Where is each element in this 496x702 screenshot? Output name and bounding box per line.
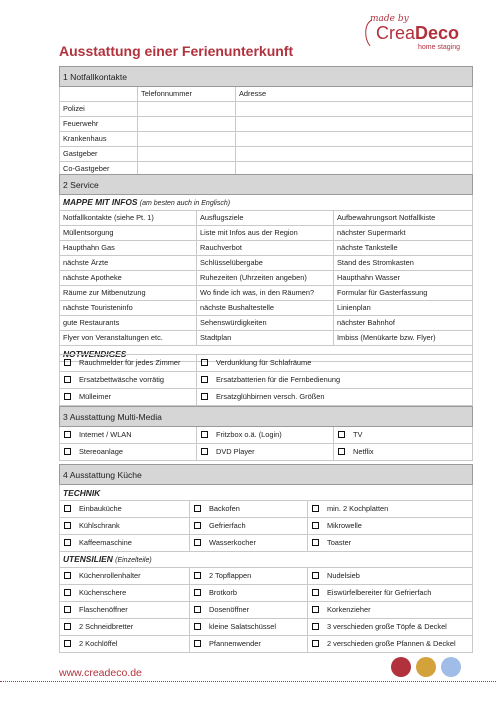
table-row: Küchenschere Brotkorb Eiswürfelbereiter für Gefrierfach — [60, 585, 473, 602]
decor-circle-red — [391, 657, 411, 677]
table-row: Haupthahn Gas Rauchverbot nächste Tankstelle — [60, 241, 473, 256]
checkbox[interactable] — [312, 589, 319, 596]
checkbox[interactable] — [312, 505, 319, 512]
table-row: Einbauküche Backofen min. 2 Kochplatten — [60, 501, 473, 518]
section-multimedia — [59, 406, 473, 461]
footer-url[interactable]: www.creadeco.de — [59, 667, 142, 679]
subsection-notwendiges: NOTWENDIGES — [60, 346, 473, 362]
subsection-mappe: MAPPE MIT INFOS (am besten auch in Englisch) — [60, 195, 473, 211]
checkbox[interactable] — [201, 431, 208, 438]
table-cell — [60, 87, 138, 102]
table-row: nächste Apotheke Ruhezeiten (Uhrzeiten angeben) Haupthahn Wasser — [60, 271, 473, 286]
checkbox[interactable] — [201, 359, 208, 366]
table-row: Ersatzbettwäsche vorrätig Ersatzbatterien für die Fernbedienung — [60, 372, 473, 389]
address-field[interactable] — [236, 117, 473, 132]
checkbox[interactable] — [64, 431, 71, 438]
table-row: Kaffeemaschine Wasserkocher Toaster — [60, 535, 473, 552]
table-row: Gastgeber — [60, 147, 473, 162]
checkbox[interactable] — [64, 448, 71, 455]
checkbox[interactable] — [64, 589, 71, 596]
checkbox[interactable] — [64, 623, 71, 630]
section-notwendiges-checklist — [59, 354, 473, 406]
checkbox[interactable] — [194, 539, 201, 546]
table-row: 2 Kochlöffel Pfannenwender 2 verschieden große Pfannen & Deckel — [60, 636, 473, 653]
creadeco-logo — [362, 14, 474, 58]
subsection-utensilien: UTENSILIEN (Einzelteile) — [60, 552, 473, 568]
checkbox[interactable] — [201, 376, 208, 383]
address-field[interactable] — [236, 102, 473, 117]
decor-circle-blue — [441, 657, 461, 677]
table-row: Flaschenöffner Dosenöffner Korkenzieher — [60, 602, 473, 619]
checkbox[interactable] — [64, 393, 71, 400]
checkbox[interactable] — [312, 572, 319, 579]
decor-circle-gold — [416, 657, 436, 677]
table-row: Polizei — [60, 102, 473, 117]
checkbox[interactable] — [194, 623, 201, 630]
phone-field[interactable] — [138, 102, 236, 117]
section-header: 4 Ausstattung Küche — [60, 465, 473, 485]
table-row: Feuerwehr — [60, 117, 473, 132]
phone-field[interactable] — [138, 147, 236, 162]
checkbox[interactable] — [64, 606, 71, 613]
checkbox[interactable] — [312, 623, 319, 630]
checkbox[interactable] — [201, 393, 208, 400]
subsection-technik: TECHNIK — [60, 485, 473, 501]
table-row: Müllentsorgung Liste mit Infos aus der Region nächster Supermarkt — [60, 226, 473, 241]
column-header-phone: Telefonnummer — [138, 87, 236, 102]
table-row: Stereoanlage DVD Player Netflix — [60, 444, 473, 461]
table-row: Krankenhaus — [60, 132, 473, 147]
checkbox[interactable] — [64, 539, 71, 546]
table-row: Küchenrollenhalter 2 Topflappen Nudelsieb — [60, 568, 473, 585]
table-row: gute Restaurants Sehenswürdigkeiten nächster Bahnhof — [60, 316, 473, 331]
section-header: 2 Service — [60, 175, 473, 195]
checkbox[interactable] — [64, 572, 71, 579]
phone-field[interactable] — [138, 117, 236, 132]
address-field[interactable] — [236, 147, 473, 162]
section-notfallkontakte — [59, 66, 473, 177]
address-field[interactable] — [236, 132, 473, 147]
table-row: 2 Schneidbretter kleine Salatschüssel 3 verschieden große Töpfe & Deckel — [60, 619, 473, 636]
checkbox[interactable] — [312, 539, 319, 546]
table-row: Räume zur Mitbenutzung Wo finde ich was, in den Räumen? Formular für Gasterfassung — [60, 286, 473, 301]
table-row: Kühlschrank Gefrierfach Mikrowelle — [60, 518, 473, 535]
table-row: nächste Touristeninfo nächste Bushaltestelle Linienplan — [60, 301, 473, 316]
phone-field[interactable] — [138, 132, 236, 147]
checkbox[interactable] — [194, 640, 201, 647]
section-header: 1 Notfallkontakte — [60, 67, 473, 87]
table-row: Co-Gastgeber — [60, 162, 473, 177]
checkbox[interactable] — [64, 359, 71, 366]
logo-made-by: made by — [370, 14, 409, 24]
table-row: Notfallkontakte (siehe Pt. 1) Ausflugsziele Aufbewahrungsort Notfallkiste — [60, 211, 473, 226]
table-row: Flyer von Veranstaltungen etc. Stadtplan Imbiss (Menükarte bzw. Flyer) — [60, 331, 473, 346]
table-row: Rauchmelder für jedes Zimmer Verdunklung für Schlafräume — [60, 355, 473, 372]
section-kueche — [59, 464, 473, 653]
checkbox[interactable] — [194, 522, 201, 529]
checkbox[interactable] — [338, 431, 345, 438]
checkbox[interactable] — [201, 448, 208, 455]
table-row: nächste Ärzte Schlüsselübergabe Stand des Stromkasten — [60, 256, 473, 271]
checkbox[interactable] — [312, 522, 319, 529]
checkbox[interactable] — [194, 505, 201, 512]
checkbox[interactable] — [64, 376, 71, 383]
checkbox[interactable] — [312, 640, 319, 647]
column-header-address: Adresse — [236, 87, 473, 102]
logo-tagline: home staging — [418, 44, 461, 51]
logo-brand: CreaDeco — [376, 23, 460, 43]
footer-dotted-line — [0, 681, 496, 686]
checkbox[interactable] — [194, 589, 201, 596]
table-row: Internet / WLAN Fritzbox o.ä. (Login) TV — [60, 427, 473, 444]
checkbox[interactable] — [194, 606, 201, 613]
section-header: 3 Ausstattung Multi-Media — [60, 407, 473, 427]
checkbox[interactable] — [194, 572, 201, 579]
checkbox[interactable] — [338, 448, 345, 455]
checkbox[interactable] — [64, 505, 71, 512]
section-service — [59, 174, 473, 362]
page-title: Ausstattung einer Ferienunterkunft — [59, 43, 294, 59]
checkbox[interactable] — [64, 640, 71, 647]
checkbox[interactable] — [64, 522, 71, 529]
checkbox[interactable] — [312, 606, 319, 613]
table-row: Mülleimer Ersatzglühbirnen versch. Größen — [60, 389, 473, 406]
